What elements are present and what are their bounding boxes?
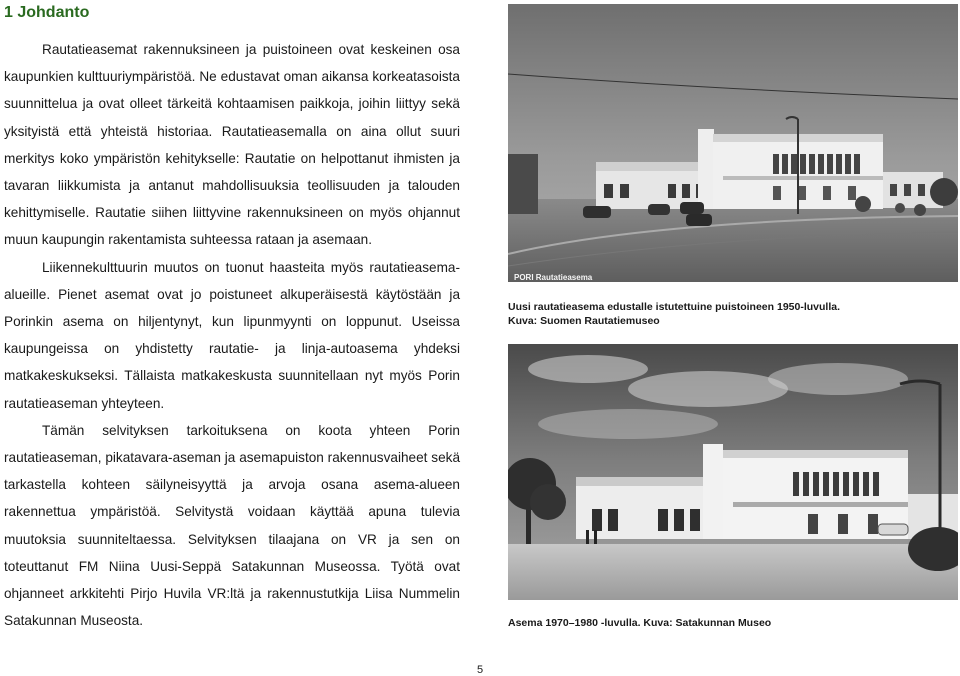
paragraph-1: Rautatieasemat rakennuksineen ja puistoineen ovat keskeinen osa kaupunkien kulttuuriympäristöä. Ne edustavat oman aikansa korkeatasoista suunnittelua ja ovat olleet tärkeitä kohtaamisen paikkoja, joihin liittyy sekä yksityistä että yhteistä historiaa. Rautatieasemalla on aina ollut suuri merkitys koko ympäristön kehitykselle: Rautatie on helpottanut ihmisten ja tavaran liikkumista ja antanut mahdollisuuksia teollisuuden ja talouden kehittymiselle. Rautatie siihen liittyvine rakennuksineen on myös ohjannut muun kaupungin rakentamista suhteessa rataan ja asemaan. — [4, 42, 460, 248]
station-photo-1950s — [508, 4, 958, 282]
body-text — [4, 36, 460, 634]
caption-photo-2 — [508, 616, 958, 630]
caption-1-line-2: Kuva: Suomen Rautatiemuseo — [508, 315, 660, 327]
photo-inscription: PORI Rautatieasema — [514, 273, 593, 282]
page-number: 5 — [476, 664, 484, 676]
chapter-heading: 1 Johdanto — [4, 4, 90, 21]
caption-photo-1 — [508, 300, 958, 328]
paragraph-2: Liikennekulttuurin muutos on tuonut haasteita myös rautatieasema-alueille. Pienet asemat ovat jo poistuneet alkuperäisestä käytöstään ja Porinkin asema on hiljentynyt, kun lipunmyynti on loppunut. Useissa kaupungeissa on yhdistetty rautatie- ja linja-autoasema yhdeksi matkakeskukseksi. Tällaista matkakeskusta suunnitellaan nyt myös Porin rautatieaseman yhteyteen. — [4, 259, 460, 411]
caption-2-line-1: Asema 1970–1980 -luvulla. Kuva: Satakunnan Museo — [508, 617, 772, 629]
station-photo-1970s — [508, 344, 958, 600]
paragraph-3: Tämän selvityksen tarkoituksena on koota yhteen Porin rautatieaseman, pikatavara-aseman ja asemapuiston rakennusvaiheet sekä tarkastella kohteen säilyneisyyttä ja arvoja osana asema-alueen rakennettua ympäristöä. Selvitystä voidaan käyttää apuna tulevia muutoksia suunniteltaessa. Selvityksen tilaajana on VR ja sen on toteuttanut FM Niina Uusi-Seppä Satakunnan Museossa. Työtä ovat ohjanneet arkkitehti Pirjo Huvila VR:ltä ja rakennustutkija Liisa Nummelin Satakunnan Museosta. — [4, 422, 460, 629]
caption-1-line-1: Uusi rautatieasema edustalle istutettuine puistoineen 1950-luvulla. — [508, 301, 841, 313]
